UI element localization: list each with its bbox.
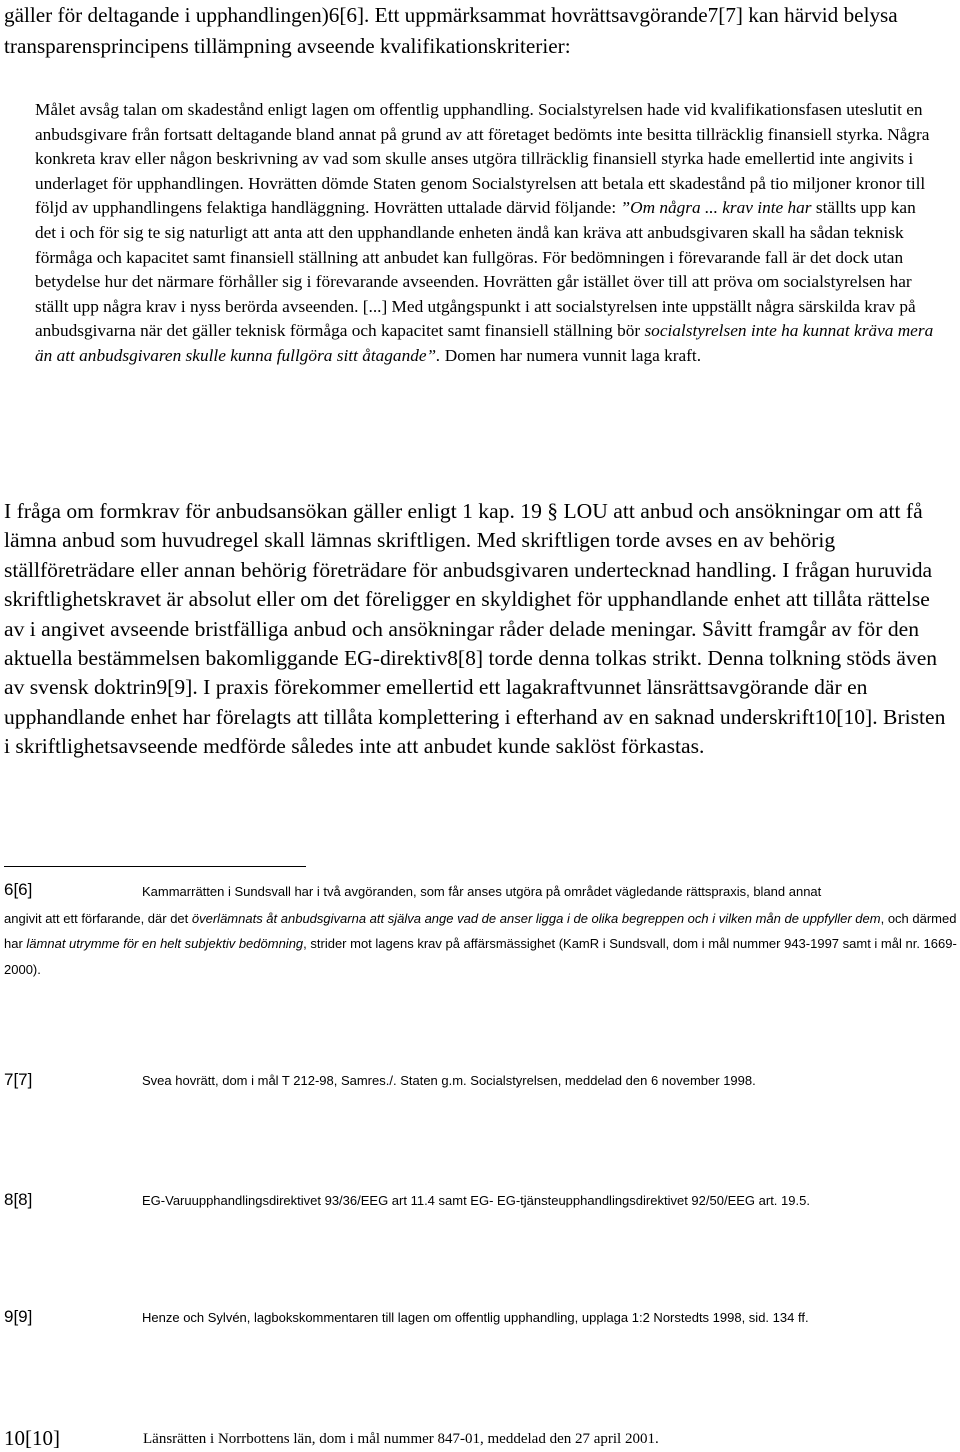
footnote-ref-10: 10[10] — [4, 1426, 60, 1450]
footnote-6-lead: Kammarrätten i Sundsvall har i två avgöranden, som får anses utgöra på området vägledande rättspraxis, bland annat — [142, 884, 822, 899]
footnote-ref-7: 7[7] — [4, 1070, 33, 1089]
quote-italic-1: ”Om några ... krav inte har — [620, 198, 812, 218]
footnote-6-italic-1: överlämnats åt anbudsgivarna att själva ange vad de anser ligga i de olika begreppen och i vilken mån de uppfyller dem — [191, 911, 881, 926]
quote-text-3: Domen har numera vunnit laga kraft. — [440, 345, 702, 365]
footnote-6-body — [4, 906, 960, 982]
quote-text-1: Målet avsåg talan om skadestånd enligt lagen om offentlig upphandling. Socialstyrelsen hade vid kvalifikationsfasen uteslutit en anbudsgivare från fortsatt deltagande bland annat på grund av att företaget bedömts inte besitta tillräcklig finansiell styrka. Några konkreta krav eller någon beskrivning av vad som skulle anses utgöra tillräcklig finansiell styrka hade emellertid inte angivits i underlaget för upphandlingen. Hovrätten dömde Staten genom Socialstyrelsen att betala ett skadestånd på tio miljoner kronor till följd av upphandlingens felaktiga handläggning. Hovrätten uttalade därvid följande: — [35, 100, 930, 218]
footnote-separator — [4, 866, 306, 867]
footnote-6-italic-2: lämnat utrymme för en helt subjektiv bedömning — [26, 936, 304, 952]
footnote-6-text-2: , och därmed har — [4, 911, 957, 952]
main-paragraph: I fråga om formkrav för anbudsansökan gäller enligt 1 kap. 19 § LOU att anbud och ansökningar om att få lämna anbud som huvudregel skall lämnas skriftligen. Med skriftligen torde avses en av behörig ställföreträdare eller annan behörig företrädare för anbudsgivaren undertecknad handling. I frågan huruvida skriftlighetskravet är absolut eller om det föreligger en skyldighet för upphandlande enhet att tillåta rättelse av i angivet avseende bristfälliga anbud och ansökningar råder delade meningar. Såvitt framgår av för den aktuella bestämmelsen bakomliggande EG-direktiv8[8] torde denna tolkas strikt. Denna tolkning stöds även av svensk doktrin9[9]. I praxis förekommer emellertid ett lagakraftvunnet länsrättsavgörande där en upphandlande enhet har förelagts att tillåta komplettering i efterhand av en saknad underskrift10[10]. Bristen i skriftlighetsavseende medförde således inte att anbudet kunde saklöst förkastas. — [4, 499, 946, 759]
footnote-9-text: Henze och Sylvén, lagbokskommentaren till lagen om offentlig upphandling, upplaga 1:2 Norstedts 1998, sid. 134 ff. — [142, 1310, 809, 1325]
intro-paragraph: gäller för deltagande i upphandlingen)6[6]. Ett uppmärksammat hovrättsavgörande7[7] kan härvid belysa transparensprincipens tillämpning avseende kvalifikationskriterier: — [4, 3, 898, 58]
block-quote — [35, 98, 940, 369]
footnote-ref-6: 6[6] — [4, 880, 33, 899]
footnote-8-text: EG-Varuupphandlingsdirektivet 93/36/EEG art 11.4 samt EG- EG-tjänsteupphandlingsdirektivet 92/50/EEG art. 19.5. — [142, 1193, 810, 1208]
quote-italic-2: socialstyrelsen inte ha kunnat kräva mera än att anbudsgivaren skulle kunna fullgöra sitt åtagande”. — [35, 321, 934, 365]
footnote-ref-9: 9[9] — [4, 1307, 33, 1326]
footnote-6-text-1: angivit att ett förfarande, där det — [4, 911, 192, 926]
footnote-ref-8: 8[8] — [4, 1190, 33, 1209]
quote-text-2: ställts upp kan det i och för sig te sig naturligt att anta att den upphandlande enheten ändå kan kräva att anbudsgivaren skall ha sådan teknisk förmåga och kapacitet samt finansiell ställning att anbudet kan fullgöras. För bedömningen i förevarande fall är det dock utan betydelse hur det närmare förhåller sig i förevarande avseenden. Hovrätten går istället över till att pröva om socialstyrelsen har ställt upp några krav i nyss berörda avseenden. [...] Med utgångspunkt i att socialstyrelsen inte uppställt några särskilda krav på anbudsgivarna när det gäller teknisk förmåga och kapacitet samt finansiell ställning bör — [35, 198, 916, 341]
footnote-7-text: Svea hovrätt, dom i mål T 212-98, Samres./. Staten g.m. Socialstyrelsen, meddelad den 6 november 1998. — [142, 1073, 756, 1088]
footnote-10-text: Länsrätten i Norrbottens län, dom i mål nummer 847-01, meddelad den 27 april 2001. — [143, 1431, 659, 1447]
footnote-6-text-3: , strider mot lagens krav på affärsmässighet (KamR i Sundsvall, dom i mål nummer 943-1997 samt i mål nr. 1669-2000). — [4, 936, 957, 977]
